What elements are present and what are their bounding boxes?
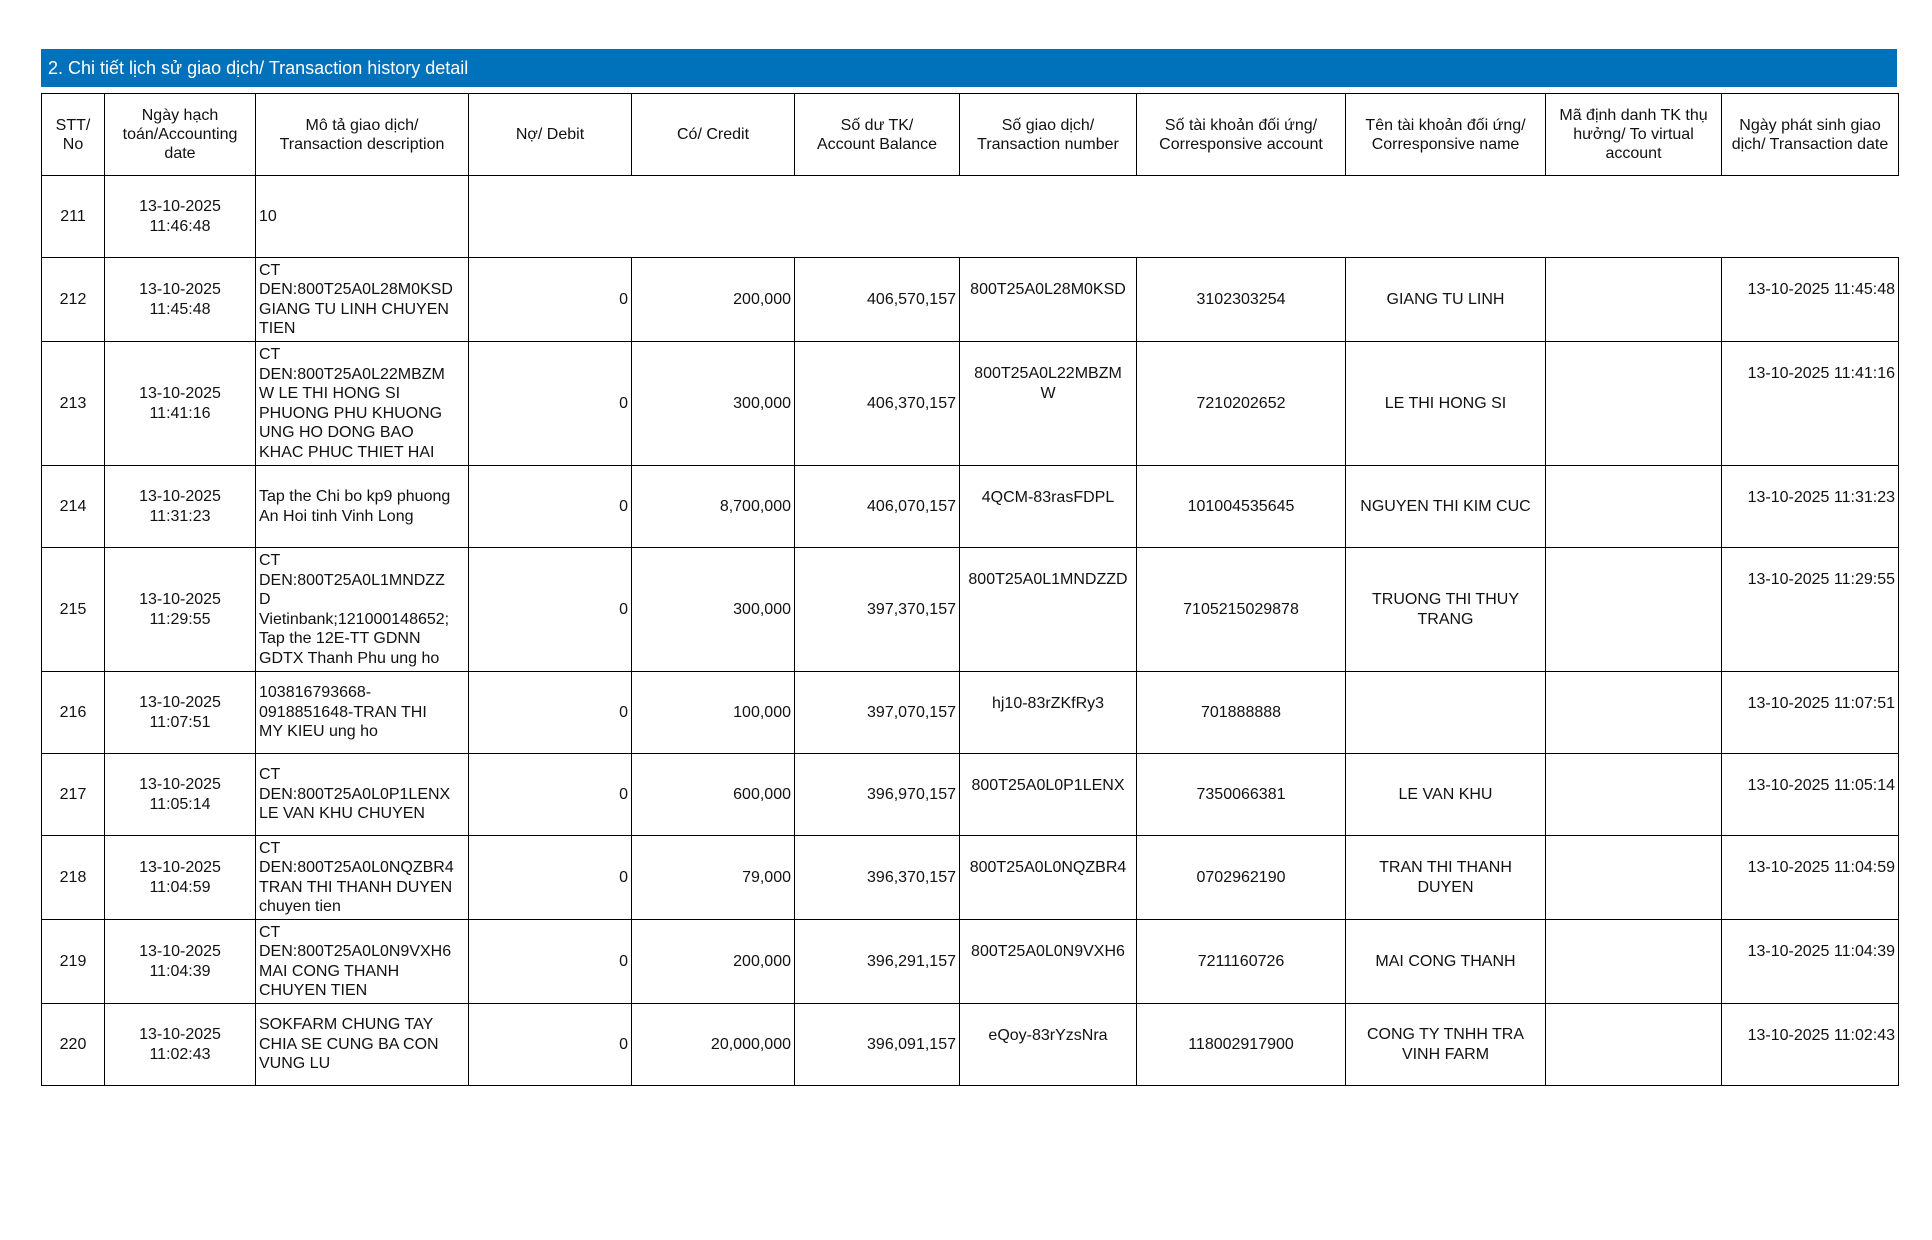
- text-line: TIEN: [259, 320, 296, 337]
- cell-accounting-date: [105, 920, 256, 1004]
- table-row: [42, 176, 1899, 258]
- text-line: Corresponsive account: [1159, 135, 1323, 153]
- cell-description: [256, 920, 469, 1004]
- text-line: 13-10-2025: [139, 776, 221, 793]
- text-line: eQoy-83rYzsNra: [988, 1027, 1108, 1044]
- cell-corresponsive-name: [1346, 342, 1546, 466]
- cell-transaction-date: 13-10-2025 11:05:14: [1722, 754, 1899, 836]
- text-line: CONG TY TNHH TRA: [1366, 1026, 1525, 1043]
- cell-no: 215: [42, 548, 105, 672]
- cell-transaction-number: [960, 672, 1137, 754]
- cell-no: 220: [42, 1004, 105, 1086]
- cell-balance: 406,570,157: [795, 258, 960, 342]
- text-line: DEN:800T25A0L22MBZM: [259, 365, 445, 383]
- cell-debit: 0: [469, 1004, 632, 1086]
- cell-transaction-date: 13-10-2025 11:29:55: [1722, 548, 1899, 672]
- table-row: [42, 754, 1899, 836]
- table-row: [42, 258, 1899, 342]
- text-line: CT: [259, 552, 281, 569]
- text-line: Corresponsive name: [1371, 135, 1520, 153]
- text-line: GIANG TU LINH: [1386, 290, 1505, 308]
- text-line: Mô tả giao dịch/: [305, 116, 419, 134]
- text-line: 13-10-2025: [139, 943, 221, 960]
- cell-balance: 396,091,157: [795, 1004, 960, 1086]
- cell-transaction-date: 13-10-2025 11:31:23: [1722, 466, 1899, 548]
- cell-corresponsive-account: 118002917900: [1137, 1004, 1346, 1086]
- cell-transaction-number: [960, 754, 1137, 836]
- text-line: Tên tài khoản đối ứng/: [1365, 116, 1526, 134]
- header-virtual-account: [1546, 94, 1722, 176]
- text-line: 13-10-2025: [139, 1026, 221, 1043]
- text-line: 13-10-2025: [139, 385, 221, 402]
- cell-accounting-date: [105, 754, 256, 836]
- text-line: 800T25A0L0NQZBR4: [969, 859, 1127, 876]
- cell-description: [256, 672, 469, 754]
- table-row: [42, 920, 1899, 1004]
- transaction-rows: [42, 176, 1899, 1086]
- text-line: 11:45:48: [149, 300, 211, 318]
- text-line: 11:31:23: [149, 507, 211, 525]
- cell-accounting-date: [105, 836, 256, 920]
- cell-transaction-number: [960, 342, 1137, 466]
- table-row: [42, 548, 1899, 672]
- text-line: 13-10-2025: [139, 488, 221, 505]
- cell-debit: 0: [469, 548, 632, 672]
- cell-accounting-date: [105, 258, 256, 342]
- text-line: 11:02:43: [149, 1045, 211, 1063]
- cell-transaction-number: [960, 258, 1137, 342]
- cell-description: [256, 176, 469, 258]
- text-line: 11:07:51: [149, 713, 211, 731]
- cell-transaction-number: [960, 466, 1137, 548]
- cell-balance: 397,370,157: [795, 548, 960, 672]
- text-line: 4QCM-83rasFDPL: [981, 489, 1115, 506]
- cell-transaction-date: 13-10-2025 11:04:39: [1722, 920, 1899, 1004]
- cell-corresponsive-account: 7211160726: [1137, 920, 1346, 1004]
- text-line: 13-10-2025: [139, 694, 221, 711]
- cell-description: [256, 258, 469, 342]
- header-accounting-date: [105, 94, 256, 176]
- text-line: Số tài khoản đối ứng/: [1164, 116, 1318, 134]
- cell-corresponsive-name: [1346, 258, 1546, 342]
- text-line: LE VAN KHU: [1398, 785, 1493, 803]
- text-line: CHUYEN TIEN: [259, 982, 368, 999]
- text-line: DEN:800T25A0L28M0KSD: [259, 281, 453, 298]
- transaction-table: [41, 93, 1899, 1086]
- text-line: SOKFARM CHUNG TAY: [259, 1016, 434, 1034]
- cell-accounting-date: [105, 548, 256, 672]
- cell-description: [256, 754, 469, 836]
- text-line: CT: [259, 766, 281, 784]
- text-line: Mã định danh TK thụ: [1559, 107, 1708, 124]
- cell-virtual-account: [1546, 258, 1722, 342]
- text-line: 0918851648-TRAN THI: [259, 703, 427, 721]
- text-line: DEN:800T25A0L0N9VXH6: [259, 943, 452, 960]
- cell-corresponsive-name: [1346, 466, 1546, 548]
- cell-credit: 79,000: [632, 836, 795, 920]
- text-line: chuyen tien: [259, 898, 341, 915]
- cell-credit: 300,000: [632, 548, 795, 672]
- cell-transaction-number: [960, 836, 1137, 920]
- text-line: UNG HO DONG BAO: [259, 424, 414, 441]
- cell-description: [256, 342, 469, 466]
- text-line: DEN:800T25A0L0NQZBR4: [259, 859, 454, 876]
- cell-credit: 8,700,000: [632, 466, 795, 548]
- cell-credit: 300,000: [632, 342, 795, 466]
- cell-balance: 396,291,157: [795, 920, 960, 1004]
- cell-debit: 0: [469, 342, 632, 466]
- text-line: 11:05:14: [149, 795, 211, 813]
- text-line: Nợ/ Debit: [515, 126, 585, 143]
- text-line: Transaction description: [279, 135, 445, 153]
- cell-corresponsive-name: [1346, 836, 1546, 920]
- text-line: MAI CONG THANH: [1375, 952, 1516, 970]
- text-line: 13-10-2025: [139, 591, 221, 608]
- text-line: 13-10-2025: [139, 859, 221, 876]
- text-line: No: [62, 135, 84, 153]
- text-line: CT: [259, 923, 281, 941]
- text-line: Số giao dịch/: [1001, 116, 1095, 134]
- text-line: DEN:800T25A0L0P1LENX: [259, 785, 451, 803]
- section-title: 2. Chi tiết lịch sử giao dịch/ Transaction history detail: [48, 58, 469, 78]
- cell-corresponsive-name: [1346, 548, 1546, 672]
- text-line: GIANG TU LINH CHUYEN: [259, 300, 449, 318]
- text-line: 13-10-2025: [139, 281, 221, 298]
- cell-no: 216: [42, 672, 105, 754]
- text-line: An Hoi tinh Vinh Long: [259, 507, 414, 525]
- text-line: W: [1040, 384, 1056, 402]
- cell-accounting-date: [105, 672, 256, 754]
- text-line: Transaction number: [977, 135, 1119, 153]
- cell-virtual-account: [1546, 672, 1722, 754]
- cell-transaction-number: [960, 920, 1137, 1004]
- cell-virtual-account: [1546, 342, 1722, 466]
- cell-corresponsive-name: [1346, 672, 1546, 754]
- text-line: MAI CONG THANH: [259, 962, 400, 980]
- cell-corresponsive-account: 7105215029878: [1137, 548, 1346, 672]
- text-line: DEN:800T25A0L1MNDZZ: [259, 571, 445, 589]
- text-line: hưởng/ To virtual: [1573, 126, 1694, 143]
- text-line: Tap the Chi bo kp9 phuong: [259, 488, 451, 505]
- header-balance: [795, 94, 960, 176]
- cell-transaction-date: 13-10-2025 11:07:51: [1722, 672, 1899, 754]
- text-line: Số dư TK/: [840, 116, 914, 134]
- text-line: Có/ Credit: [676, 126, 750, 143]
- cell-virtual-account: [1546, 548, 1722, 672]
- cell-no: 217: [42, 754, 105, 836]
- text-line: account: [1605, 145, 1662, 162]
- cell-description: [256, 548, 469, 672]
- cell-credit: 200,000: [632, 258, 795, 342]
- cell-virtual-account: [1546, 466, 1722, 548]
- text-line: TRUONG THI THUY: [1372, 591, 1519, 608]
- text-line: 13-10-2025: [139, 198, 221, 215]
- text-line: CT: [259, 261, 281, 279]
- header-description: [256, 94, 469, 176]
- text-line: MY KIEU ung ho: [259, 723, 378, 741]
- text-line: hj10-83rZKfRy3: [991, 695, 1105, 712]
- header-transaction-number: [960, 94, 1137, 176]
- cell-virtual-account: [1546, 836, 1722, 920]
- text-line: NGUYEN THI KIM CUC: [1360, 497, 1531, 515]
- text-line: dịch/ Transaction date: [1731, 135, 1889, 153]
- cell-debit: 0: [469, 672, 632, 754]
- cell-debit: 0: [469, 754, 632, 836]
- cell-debit: 0: [469, 836, 632, 920]
- text-line: 800T25A0L22MBZM: [974, 365, 1122, 382]
- text-line: 11:04:39: [149, 962, 211, 980]
- cell-corresponsive-account: 7210202652: [1137, 342, 1346, 466]
- cell-virtual-account: [1546, 920, 1722, 1004]
- text-line: CT: [259, 839, 281, 857]
- text-line: STT/: [55, 116, 91, 134]
- cell-transaction-date: 13-10-2025 11:02:43: [1722, 1004, 1899, 1086]
- text-line: LE VAN KHU CHUYEN: [259, 805, 425, 823]
- text-line: PHUONG PHU KHUONG: [259, 404, 443, 422]
- text-line: CHIA SE CUNG BA CON: [259, 1035, 439, 1053]
- cell-debit: 0: [469, 466, 632, 548]
- text-line: 11:41:16: [149, 404, 211, 422]
- cell-corresponsive-name: [1346, 920, 1546, 1004]
- text-line: Vietinbank;121000148652;: [259, 610, 450, 628]
- cell-balance: 406,070,157: [795, 466, 960, 548]
- cell-description: [256, 466, 469, 548]
- cell-virtual-account: [1546, 1004, 1722, 1086]
- text-line: W LE THI HONG SI: [259, 385, 401, 402]
- header-corresponsive-name: [1346, 94, 1546, 176]
- cell-no: 213: [42, 342, 105, 466]
- cell-balance: 396,970,157: [795, 754, 960, 836]
- text-line: TRANG: [1417, 610, 1474, 628]
- cell-transaction-date: 13-10-2025 11:41:16: [1722, 342, 1899, 466]
- cell-continued-blank: [469, 176, 1899, 258]
- table-row: [42, 1004, 1899, 1086]
- table-row: [42, 466, 1899, 548]
- cell-description: [256, 836, 469, 920]
- cell-no: 212: [42, 258, 105, 342]
- text-line: 11:29:55: [149, 610, 211, 628]
- cell-debit: 0: [469, 258, 632, 342]
- text-line: 800T25A0L1MNDZZD: [968, 571, 1128, 588]
- text-line: LE THI HONG SI: [1384, 394, 1507, 412]
- cell-credit: 200,000: [632, 920, 795, 1004]
- header-row: [42, 94, 1899, 176]
- text-line: Ngày phát sinh giao: [1739, 116, 1881, 134]
- cell-debit: 0: [469, 920, 632, 1004]
- cell-no: 214: [42, 466, 105, 548]
- cell-no: 211: [42, 176, 105, 258]
- cell-balance: 396,370,157: [795, 836, 960, 920]
- cell-balance: 406,370,157: [795, 342, 960, 466]
- header-corresponsive-account: [1137, 94, 1346, 176]
- text-line: D: [259, 591, 271, 608]
- text-line: 10: [259, 207, 277, 225]
- text-line: 103816793668-: [259, 684, 372, 702]
- text-line: Account Balance: [816, 135, 938, 153]
- text-line: DUYEN: [1417, 878, 1474, 896]
- cell-balance: 397,070,157: [795, 672, 960, 754]
- cell-description: [256, 1004, 469, 1086]
- cell-corresponsive-account: 7350066381: [1137, 754, 1346, 836]
- text-line: CT: [259, 346, 281, 363]
- text-line: TRAN THI THANH DUYEN: [259, 878, 453, 896]
- cell-transaction-date: 13-10-2025 11:45:48: [1722, 258, 1899, 342]
- text-line: Ngày hạch: [141, 107, 219, 124]
- header-no: [42, 94, 105, 176]
- cell-credit: 100,000: [632, 672, 795, 754]
- cell-corresponsive-account: 0702962190: [1137, 836, 1346, 920]
- table-row: [42, 672, 1899, 754]
- text-line: Tap the 12E-TT GDNN: [259, 630, 421, 647]
- text-line: 800T25A0L0P1LENX: [971, 777, 1125, 794]
- cell-transaction-number: [960, 548, 1137, 672]
- header-transaction-date: [1722, 94, 1899, 176]
- cell-credit: 600,000: [632, 754, 795, 836]
- cell-accounting-date: [105, 466, 256, 548]
- header-debit: [469, 94, 632, 176]
- cell-no: 218: [42, 836, 105, 920]
- section-title-bar: [41, 49, 1897, 87]
- text-line: KHAC PHUC THIET HAI: [259, 443, 435, 461]
- text-line: VINH FARM: [1401, 1045, 1490, 1063]
- cell-corresponsive-name: [1346, 754, 1546, 836]
- cell-transaction-date: 13-10-2025 11:04:59: [1722, 836, 1899, 920]
- cell-accounting-date: [105, 1004, 256, 1086]
- cell-corresponsive-account: 101004535645: [1137, 466, 1346, 548]
- cell-corresponsive-name: [1346, 1004, 1546, 1086]
- text-line: 11:46:48: [149, 217, 211, 235]
- header-credit: [632, 94, 795, 176]
- cell-accounting-date: [105, 342, 256, 466]
- cell-transaction-number: [960, 1004, 1137, 1086]
- cell-accounting-date: [105, 176, 256, 258]
- text-line: 800T25A0L0N9VXH6: [971, 943, 1125, 960]
- table-row: [42, 342, 1899, 466]
- cell-corresponsive-account: 3102303254: [1137, 258, 1346, 342]
- cell-virtual-account: [1546, 754, 1722, 836]
- text-line: TRAN THI THANH: [1379, 859, 1512, 876]
- text-line: 11:04:59: [149, 878, 211, 896]
- cell-no: 219: [42, 920, 105, 1004]
- cell-corresponsive-account: 701888888: [1137, 672, 1346, 754]
- text-line: VUNG LU: [259, 1055, 331, 1073]
- text-line: toán/Accounting: [122, 126, 238, 143]
- text-line: 800T25A0L28M0KSD: [970, 281, 1126, 298]
- text-line: GDTX Thanh Phu ung ho: [259, 649, 440, 667]
- table-row: [42, 836, 1899, 920]
- text-line: date: [164, 145, 196, 162]
- cell-credit: 20,000,000: [632, 1004, 795, 1086]
